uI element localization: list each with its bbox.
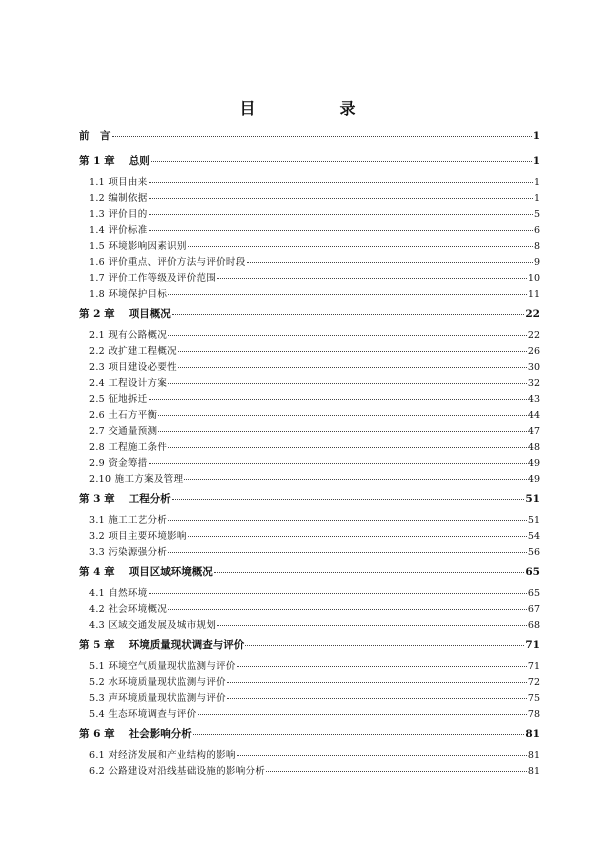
section-page-number: 22 — [527, 330, 540, 341]
section-page-number: 47 — [527, 426, 540, 437]
toc-section-entry[interactable] — [79, 618, 540, 634]
toc-section-entry[interactable] — [79, 440, 540, 456]
dot-leader — [158, 431, 527, 432]
toc-section-entry[interactable] — [79, 675, 540, 691]
toc-chapter-entry[interactable] — [79, 564, 540, 581]
section-page-number: 6 — [533, 225, 540, 236]
toc-section-entry[interactable] — [79, 513, 540, 529]
section-page-number: 78 — [527, 709, 540, 720]
dot-leader — [198, 714, 527, 715]
section-page-number: 81 — [527, 750, 540, 761]
section-title: 1.5 环境影响因素识别 — [89, 241, 187, 252]
dot-leader — [245, 645, 524, 646]
section-page-number: 5 — [533, 209, 540, 220]
toc-section-entry[interactable] — [79, 360, 540, 376]
toc-section-entry[interactable] — [79, 344, 540, 360]
section-page-number: 1 — [533, 177, 540, 188]
section-page-number: 32 — [527, 378, 540, 389]
dot-leader — [149, 399, 527, 400]
dot-leader — [112, 136, 532, 137]
section-page-number: 26 — [527, 346, 540, 357]
toc-chapter-entry[interactable] — [79, 491, 540, 508]
toc-section-entry[interactable] — [79, 602, 540, 618]
section-title: 1.3 评价目的 — [89, 209, 148, 220]
toc-section-entry[interactable] — [79, 392, 540, 408]
chapter-title: 前 言 — [79, 130, 111, 142]
dot-leader — [149, 182, 533, 183]
chapter-page-number: 22 — [525, 308, 540, 320]
toc-section-entry[interactable] — [79, 175, 540, 191]
section-title: 3.2 项目主要环境影响 — [89, 531, 187, 542]
chapter-title: 第 1 章 总则 — [79, 155, 150, 167]
section-page-number: 71 — [527, 661, 540, 672]
section-title: 6.1 对经济发展和产业结构的影响 — [89, 750, 236, 761]
section-list — [79, 170, 540, 306]
dot-leader — [149, 593, 527, 594]
dot-leader — [178, 367, 527, 368]
section-title: 4.1 自然环境 — [89, 588, 148, 599]
section-page-number: 68 — [527, 620, 540, 631]
chapter-page-number: 65 — [525, 566, 540, 578]
section-list — [79, 581, 540, 637]
toc-section-entry[interactable] — [79, 707, 540, 723]
dot-leader — [217, 278, 527, 279]
section-page-number: 72 — [527, 677, 540, 688]
dot-leader — [168, 335, 527, 336]
toc-section-entry[interactable] — [79, 239, 540, 255]
toc-section-entry[interactable] — [79, 691, 540, 707]
section-title: 1.1 项目由来 — [89, 177, 148, 188]
section-title: 5.2 水环境质量现状监测与评价 — [89, 677, 226, 688]
dot-leader — [237, 755, 527, 756]
toc-section-entry[interactable] — [79, 376, 540, 392]
section-list — [79, 654, 540, 726]
section-page-number: 9 — [533, 257, 540, 268]
dot-leader — [266, 771, 527, 772]
section-title: 2.8 工程施工条件 — [89, 442, 168, 453]
section-page-number: 48 — [527, 442, 540, 453]
toc-chapter-entry[interactable] — [79, 637, 540, 654]
dot-leader — [184, 479, 527, 480]
section-title: 3.1 施工工艺分析 — [89, 515, 168, 526]
dot-leader — [168, 294, 527, 295]
section-page-number: 65 — [527, 588, 540, 599]
chapter-title: 第 5 章 环境质量现状调查与评价 — [79, 639, 245, 651]
section-title: 5.3 声环境质量现状监测与评价 — [89, 693, 226, 704]
section-title: 4.2 社会环境概况 — [89, 604, 168, 615]
section-page-number: 67 — [527, 604, 540, 615]
section-title: 3.3 污染源强分析 — [89, 547, 168, 558]
dot-leader — [193, 734, 525, 735]
chapter-title: 第 4 章 项目区域环境概况 — [79, 566, 213, 578]
section-page-number: 51 — [527, 515, 540, 526]
dot-leader — [188, 536, 527, 537]
toc-section-entry[interactable] — [79, 207, 540, 223]
chapter-page-number: 1 — [532, 155, 540, 167]
dot-leader — [188, 246, 533, 247]
dot-leader — [149, 463, 527, 464]
chapter-title: 第 6 章 社会影响分析 — [79, 728, 192, 740]
dot-leader — [158, 415, 527, 416]
section-title: 1.8 环境保护目标 — [89, 289, 168, 300]
toc-chapter-entry[interactable] — [79, 153, 540, 170]
dot-leader — [168, 609, 527, 610]
dot-leader — [168, 447, 527, 448]
chapter-title: 第 2 章 项目概况 — [79, 308, 171, 320]
section-title: 5.1 环境空气质量现状监测与评价 — [89, 661, 236, 672]
dot-leader — [168, 520, 527, 521]
chapter-page-number: 81 — [525, 728, 540, 740]
section-title: 4.3 区域交通发展及城市规划 — [89, 620, 217, 631]
section-title: 1.4 评价标准 — [89, 225, 148, 236]
toc-chapter-entry[interactable] — [79, 306, 540, 323]
toc-section-entry[interactable] — [79, 529, 540, 545]
toc-section-entry[interactable] — [79, 271, 540, 287]
chapter-page-number: 1 — [532, 130, 540, 142]
toc-section-entry[interactable] — [79, 408, 540, 424]
dot-leader — [214, 572, 525, 573]
section-page-number: 11 — [527, 289, 540, 300]
dot-leader — [172, 314, 525, 315]
toc-section-entry[interactable] — [79, 456, 540, 472]
section-list — [79, 743, 540, 783]
section-title: 2.1 现有公路概况 — [89, 330, 168, 341]
section-page-number: 81 — [527, 766, 540, 777]
dot-leader — [227, 682, 527, 683]
dot-leader — [237, 666, 527, 667]
section-page-number: 54 — [527, 531, 540, 542]
toc-section-entry[interactable] — [79, 255, 540, 271]
page-title: 目 录 — [239, 99, 390, 118]
section-page-number: 49 — [527, 458, 540, 469]
chapter-page-number: 51 — [525, 493, 540, 505]
dot-leader — [227, 698, 527, 699]
dot-leader — [168, 383, 527, 384]
dot-leader — [151, 161, 532, 162]
section-page-number: 75 — [527, 693, 540, 704]
toc-section-entry[interactable] — [79, 586, 540, 602]
toc-section-entry[interactable] — [79, 659, 540, 675]
toc-section-entry[interactable] — [79, 764, 540, 780]
dot-leader — [178, 351, 527, 352]
chapter-title: 第 3 章 工程分析 — [79, 493, 171, 505]
table-of-contents — [79, 128, 540, 783]
section-page-number: 56 — [527, 547, 540, 558]
chapter-page-number: 71 — [525, 639, 540, 651]
section-page-number: 49 — [527, 474, 540, 485]
section-page-number: 1 — [533, 193, 540, 204]
dot-leader — [172, 499, 525, 500]
section-title: 1.6 评价重点、评价方法与评价时段 — [89, 257, 246, 268]
toc-section-entry[interactable] — [79, 223, 540, 239]
section-list — [79, 508, 540, 564]
section-title: 2.7 交通量预测 — [89, 426, 158, 437]
toc-section-entry[interactable] — [79, 328, 540, 344]
section-title: 2.5 征地拆迁 — [89, 394, 148, 405]
section-title: 2.10 施工方案及管理 — [89, 474, 184, 485]
toc-section-entry[interactable] — [79, 424, 540, 440]
section-title: 6.2 公路建设对沿线基础设施的影响分析 — [89, 766, 266, 777]
section-page-number: 44 — [527, 410, 540, 421]
section-page-number: 30 — [527, 362, 540, 373]
section-title: 2.2 改扩建工程概况 — [89, 346, 177, 357]
toc-section-entry[interactable] — [79, 472, 540, 488]
section-title: 2.9 资金筹措 — [89, 458, 148, 469]
dot-leader — [149, 230, 533, 231]
dot-leader — [247, 262, 533, 263]
section-title: 2.6 土石方平衡 — [89, 410, 158, 421]
toc-section-entry[interactable] — [79, 748, 540, 764]
toc-chapter-entry[interactable] — [79, 128, 540, 145]
section-title: 1.2 编制依据 — [89, 193, 148, 204]
section-page-number: 43 — [527, 394, 540, 405]
spacer — [79, 145, 540, 153]
dot-leader — [149, 198, 533, 199]
section-list — [79, 323, 540, 491]
toc-section-entry[interactable] — [79, 287, 540, 303]
section-title: 5.4 生态环境调查与评价 — [89, 709, 197, 720]
dot-leader — [149, 214, 533, 215]
section-title: 2.3 项目建设必要性 — [89, 362, 177, 373]
section-title: 1.7 评价工作等级及评价范围 — [89, 273, 217, 284]
section-page-number: 8 — [533, 241, 540, 252]
dot-leader — [217, 625, 527, 626]
toc-section-entry[interactable] — [79, 545, 540, 561]
dot-leader — [168, 552, 527, 553]
toc-chapter-entry[interactable] — [79, 726, 540, 743]
section-page-number: 10 — [527, 273, 540, 284]
toc-section-entry[interactable] — [79, 191, 540, 207]
section-title: 2.4 工程设计方案 — [89, 378, 168, 389]
